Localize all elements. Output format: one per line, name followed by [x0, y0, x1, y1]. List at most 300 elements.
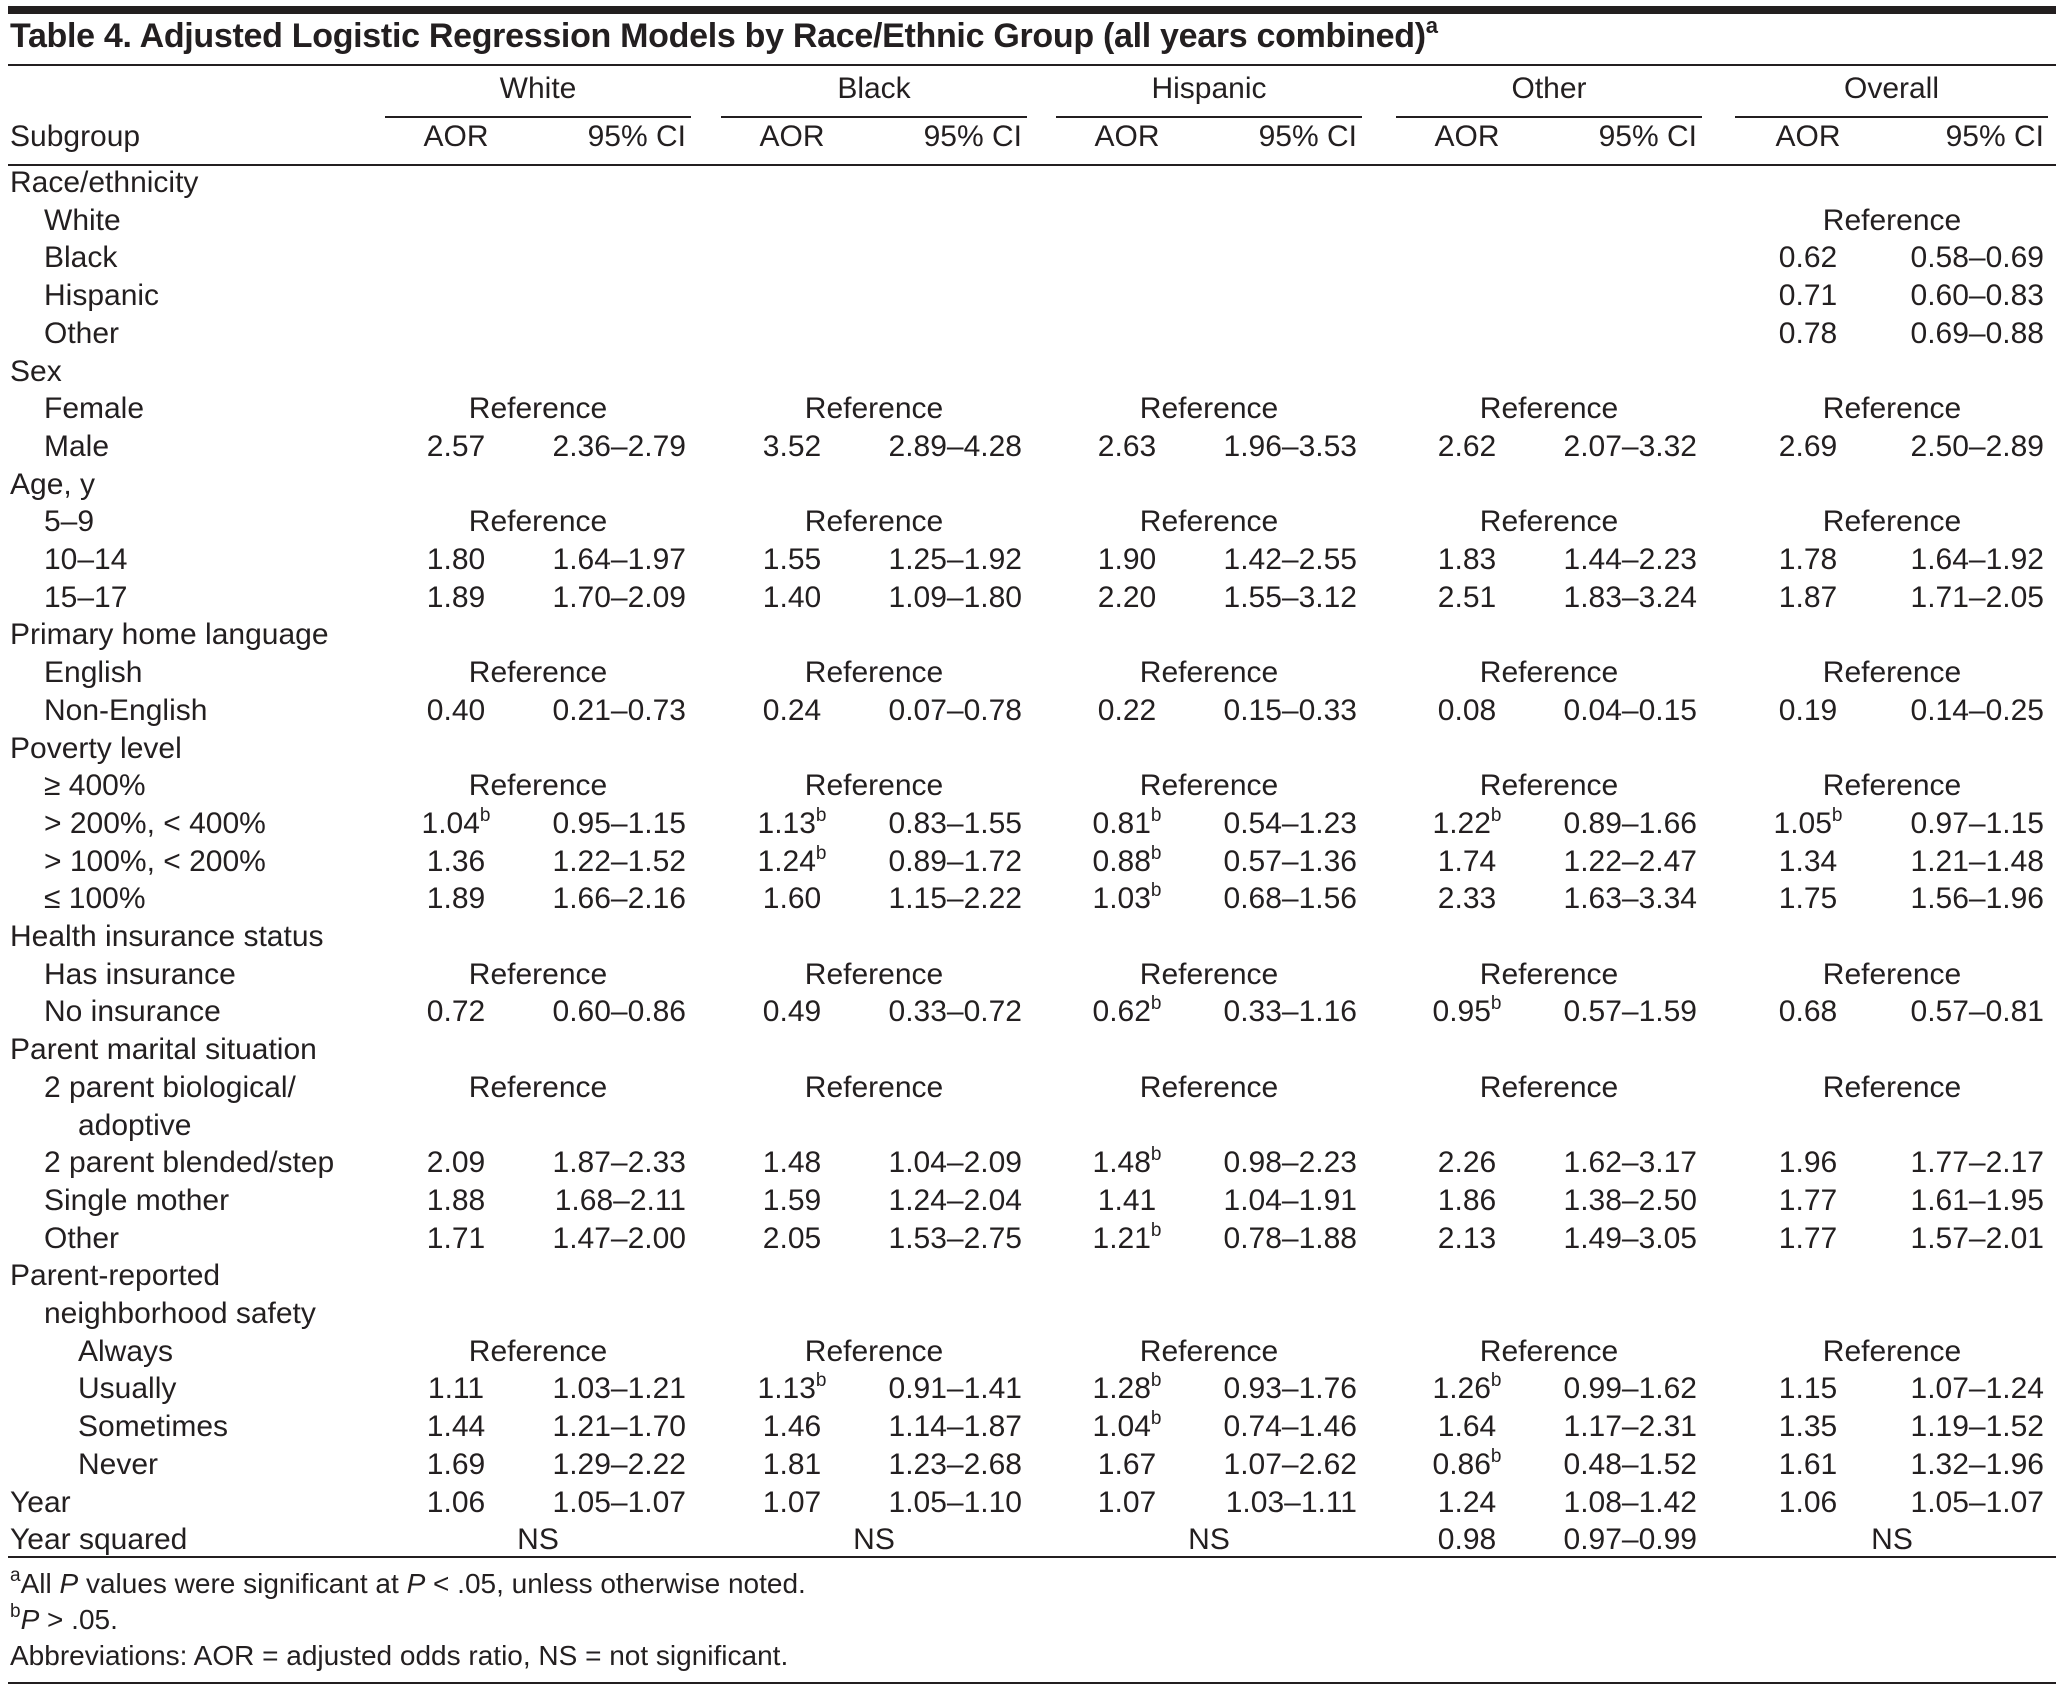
aor-value: 0.62 [1778, 241, 1838, 275]
aor-value: 1.86 [1437, 1183, 1497, 1217]
aor-value: 0.88 [1092, 844, 1151, 878]
table-row [0, 428, 2058, 466]
aor-value: 0.81 [1092, 806, 1151, 840]
aor-cell-black [742, 842, 842, 879]
aor-value: 1.71 [426, 1221, 486, 1255]
aor-cell-hispanic [1077, 1184, 1177, 1218]
ci-cell-hispanic: 0.57–1.36 [1223, 844, 1357, 878]
aor-cell-overall [1758, 1372, 1858, 1406]
ci-cell-overall: 0.60–0.83 [1910, 279, 2044, 313]
significance-marker: b [1150, 842, 1162, 864]
reference-cell-white: Reference [468, 505, 608, 539]
reference-cell-overall: Reference [1822, 769, 1962, 803]
table-row [0, 202, 2058, 240]
table-row [0, 918, 2058, 956]
aor-header-overall: AOR [1775, 120, 1841, 153]
aor-header-white: AOR [423, 120, 489, 153]
aor-cell-hispanic [1077, 1448, 1177, 1482]
table-row [0, 1521, 2058, 1559]
ci-cell-other: 0.04–0.15 [1563, 693, 1697, 727]
table-row [0, 503, 2058, 541]
ci-cell-white: 1.22–1.52 [552, 844, 686, 878]
row-label: Single mother [44, 1183, 230, 1217]
aor-cell-white [406, 882, 506, 916]
reference-cell-hispanic: Reference [1139, 392, 1279, 426]
aor-value: 1.04 [1092, 1410, 1151, 1444]
aor-value: 1.24 [757, 844, 816, 878]
ci-cell-overall: 1.19–1.52 [1910, 1410, 2044, 1444]
table-row [0, 579, 2058, 617]
row-label: 2 parent biological/ [44, 1070, 296, 1104]
aor-cell-black [742, 1184, 842, 1218]
table-row [0, 1408, 2058, 1446]
significance-marker: b [1490, 804, 1502, 826]
ci-cell-black: 1.25–1.92 [888, 543, 1022, 576]
table-row [0, 805, 2058, 843]
aor-cell-other [1417, 1445, 1517, 1482]
ci-cell-black: 0.89–1.72 [888, 844, 1022, 878]
aor-cell-other [1417, 1486, 1517, 1520]
aor-value: 1.83 [1437, 543, 1497, 576]
footnote-a-text: All [20, 1568, 60, 1599]
aor-value: 2.33 [1437, 882, 1497, 916]
aor-cell-overall [1758, 1222, 1858, 1256]
aor-cell-overall [1758, 845, 1858, 879]
table-row [0, 1069, 2058, 1107]
ci-cell-black: 0.07–0.78 [888, 693, 1022, 727]
row-label: English [44, 656, 143, 690]
table-row [0, 164, 2058, 202]
row-label: No insurance [44, 995, 221, 1029]
title-rule [8, 64, 2056, 66]
row-label: Year [10, 1485, 71, 1519]
table-row [0, 616, 2058, 654]
aor-value: 1.89 [426, 882, 486, 916]
ci-cell-black: 1.14–1.87 [888, 1410, 1022, 1444]
aor-value: 2.09 [426, 1146, 486, 1180]
row-label: Male [44, 429, 110, 463]
aor-value: 1.60 [762, 882, 822, 916]
aor-cell-white [406, 1146, 506, 1180]
aor-value: 0.40 [426, 693, 486, 727]
group-rule-overall [1735, 116, 2048, 118]
footnote-a-p: P [59, 1568, 79, 1599]
reference-cell-white: Reference [468, 392, 608, 426]
ci-header-hispanic: 95% CI [1258, 120, 1357, 153]
aor-value: 1.90 [1097, 543, 1157, 576]
table-row [0, 993, 2058, 1031]
row-label: Never [78, 1447, 159, 1481]
ci-cell-hispanic: 1.03–1.11 [1225, 1485, 1357, 1519]
table-row [0, 1257, 2058, 1295]
reference-cell-overall: Reference [1822, 957, 1962, 991]
aor-cell-other [1417, 1372, 1517, 1406]
aor-value: 1.40 [762, 580, 822, 614]
ci-cell-overall: 1.56–1.96 [1910, 882, 2044, 916]
ci-cell-black: 1.24–2.04 [888, 1183, 1022, 1217]
aor-cell-overall [1758, 279, 1858, 313]
aor-cell-white [406, 694, 506, 728]
row-label: Always [78, 1334, 174, 1368]
row-label: Age, y [10, 467, 96, 501]
aor-value: 0.24 [762, 693, 822, 727]
reference-cell-black: Reference [804, 505, 944, 539]
table-row [0, 541, 2058, 579]
group-rule-other [1396, 116, 1702, 118]
reference-cell-white: NS [517, 1523, 559, 1557]
row-label: Has insurance [44, 957, 236, 991]
aor-cell-white [406, 1184, 506, 1218]
aor-value: 1.11 [427, 1372, 485, 1406]
aor-cell-white [406, 543, 506, 577]
reference-cell-white: Reference [468, 1070, 608, 1104]
aor-cell-overall [1758, 581, 1858, 615]
aor-cell-white [406, 804, 506, 841]
ci-cell-hispanic: 0.33–1.16 [1223, 995, 1357, 1029]
aor-value: 1.03 [1092, 882, 1151, 916]
footnote-a-p2: P [406, 1568, 426, 1599]
ci-cell-white: 1.21–1.70 [552, 1410, 686, 1444]
reference-cell-other: Reference [1479, 1334, 1619, 1368]
aor-cell-hispanic [1077, 1219, 1177, 1256]
ci-cell-other: 0.48–1.52 [1563, 1447, 1697, 1481]
reference-cell-black: Reference [804, 957, 944, 991]
aor-cell-other [1417, 1523, 1517, 1557]
ci-cell-overall: 0.58–0.69 [1910, 241, 2044, 275]
table-row [0, 1370, 2058, 1408]
reference-cell-hispanic: Reference [1139, 1070, 1279, 1104]
aor-cell-hispanic [1077, 543, 1177, 577]
aor-cell-other [1417, 1146, 1517, 1180]
row-label: Parent marital situation [10, 1033, 317, 1067]
table-row [0, 390, 2058, 428]
aor-cell-hispanic [1077, 1372, 1177, 1406]
row-label: Non-English [44, 693, 208, 727]
ci-header-white: 95% CI [587, 120, 686, 153]
aor-value: 1.13 [757, 1372, 816, 1406]
aor-value: 1.24 [1437, 1485, 1497, 1519]
row-label: ≤ 100% [44, 882, 146, 916]
reference-cell-white: Reference [468, 957, 608, 991]
group-header-black: Black [837, 72, 911, 105]
significance-marker: b [1150, 1144, 1162, 1166]
aor-cell-overall [1758, 1184, 1858, 1218]
row-label: Race/ethnicity [10, 166, 199, 199]
ci-cell-other: 0.89–1.66 [1563, 806, 1697, 840]
aor-value: 2.26 [1437, 1146, 1497, 1180]
table-row [0, 956, 2058, 994]
aor-cell-overall [1758, 694, 1858, 728]
top-rule [8, 6, 2056, 14]
aor-cell-black [742, 1146, 842, 1180]
ci-cell-white: 1.68–2.11 [554, 1183, 686, 1217]
row-label: Sex [10, 354, 62, 388]
aor-cell-other [1417, 882, 1517, 916]
reference-cell-other: Reference [1479, 392, 1619, 426]
table-title-text: Table 4. Adjusted Logistic Regression Models by Race/Ethnic Group (all years combined) [10, 17, 1426, 55]
ci-cell-hispanic: 0.68–1.56 [1223, 882, 1357, 916]
ci-cell-hispanic: 1.55–3.12 [1223, 580, 1357, 614]
aor-cell-overall [1758, 317, 1858, 351]
aor-value: 0.98 [1437, 1523, 1497, 1557]
ci-cell-other: 1.49–3.05 [1563, 1221, 1697, 1255]
ci-cell-other: 0.97–0.99 [1563, 1523, 1697, 1557]
footnote-a-text-mid: values were significant at [78, 1568, 407, 1599]
aor-cell-overall [1758, 882, 1858, 916]
group-header-overall: Overall [1843, 72, 1940, 105]
ci-cell-other: 0.99–1.62 [1563, 1372, 1697, 1406]
ci-cell-overall: 0.57–0.81 [1910, 995, 2044, 1029]
ci-cell-overall: 0.14–0.25 [1910, 693, 2044, 727]
significance-marker: b [1831, 804, 1843, 826]
ci-cell-hispanic: 0.78–1.88 [1223, 1221, 1357, 1255]
significance-marker: b [815, 842, 827, 864]
ci-cell-other: 1.08–1.42 [1563, 1485, 1697, 1519]
reference-cell-overall: Reference [1822, 505, 1962, 539]
aor-cell-black [742, 882, 842, 916]
subgroup-header: Subgroup [10, 120, 141, 153]
aor-cell-white [406, 430, 506, 464]
aor-value: 1.36 [426, 844, 486, 878]
ci-cell-white: 1.03–1.21 [552, 1372, 686, 1406]
ci-cell-white: 0.21–0.73 [552, 693, 686, 727]
aor-value: 1.77 [1778, 1221, 1838, 1255]
footnote-a [10, 1565, 806, 1600]
aor-cell-other [1417, 1222, 1517, 1256]
aor-cell-other [1417, 845, 1517, 879]
reference-cell-hispanic: Reference [1139, 505, 1279, 539]
footer-rule [8, 1682, 2056, 1684]
ci-cell-white: 1.29–2.22 [552, 1447, 686, 1481]
ci-cell-hispanic: 1.07–2.62 [1223, 1447, 1357, 1481]
table-row [0, 1144, 2058, 1182]
ci-cell-white: 1.05–1.07 [552, 1485, 686, 1519]
significance-marker: b [1490, 993, 1502, 1015]
ci-cell-overall: 1.32–1.96 [1910, 1447, 2044, 1481]
aor-cell-overall [1758, 430, 1858, 464]
reference-cell-overall: NS [1871, 1523, 1913, 1557]
significance-marker: b [1150, 1219, 1162, 1241]
reference-cell-black: NS [853, 1523, 895, 1557]
aor-value: 1.26 [1432, 1372, 1491, 1406]
aor-cell-hispanic [1077, 430, 1177, 464]
significance-marker: b [815, 1370, 827, 1392]
aor-cell-white [406, 845, 506, 879]
table-row [0, 239, 2058, 277]
aor-cell-overall [1758, 543, 1858, 577]
aor-value: 2.51 [1437, 580, 1497, 614]
aor-cell-white [406, 1222, 506, 1256]
ci-cell-other: 1.44–2.23 [1563, 543, 1697, 576]
reference-cell-hispanic: Reference [1139, 769, 1279, 803]
aor-cell-white [406, 581, 506, 615]
aor-value: 1.48 [762, 1146, 822, 1180]
aor-value: 1.88 [426, 1183, 486, 1217]
aor-cell-black [742, 804, 842, 841]
ci-cell-other: 1.83–3.24 [1563, 580, 1697, 614]
aor-value: 1.41 [1097, 1183, 1157, 1217]
aor-value: 1.80 [426, 543, 486, 576]
table-bottom-rule [8, 1556, 2056, 1558]
significance-marker: b [815, 804, 827, 826]
aor-cell-black [742, 543, 842, 577]
reference-cell-other: Reference [1479, 1070, 1619, 1104]
group-header-hispanic: Hispanic [1151, 72, 1267, 105]
aor-cell-black [742, 1448, 842, 1482]
reference-cell-other: Reference [1479, 769, 1619, 803]
table-row [0, 1107, 2058, 1145]
row-label: Primary home language [10, 618, 329, 652]
ci-cell-white: 0.60–0.86 [552, 995, 686, 1029]
aor-cell-other [1417, 1410, 1517, 1444]
aor-cell-overall [1758, 1410, 1858, 1444]
ci-cell-hispanic: 0.74–1.46 [1223, 1410, 1357, 1444]
table-row [0, 1295, 2058, 1333]
ci-cell-overall: 0.97–1.15 [1910, 806, 2044, 840]
table-row [0, 654, 2058, 692]
ci-cell-other: 1.62–3.17 [1563, 1146, 1697, 1180]
ci-header-overall: 95% CI [1945, 120, 2044, 153]
ci-cell-hispanic: 0.54–1.23 [1223, 806, 1357, 840]
aor-value: 0.22 [1097, 693, 1157, 727]
row-label: White [44, 203, 121, 237]
aor-cell-hispanic [1077, 842, 1177, 879]
table-row [0, 466, 2058, 504]
aor-cell-hispanic [1077, 1410, 1177, 1444]
ci-cell-overall: 1.61–1.95 [1910, 1183, 2044, 1217]
footnote-b-p: P [20, 1604, 40, 1635]
ci-cell-hispanic: 1.96–3.53 [1223, 429, 1357, 463]
row-label: 10–14 [44, 543, 128, 576]
aor-value: 2.69 [1778, 429, 1838, 463]
aor-cell-overall [1758, 804, 1858, 841]
reference-cell-black: Reference [804, 656, 944, 690]
footnote-b-marker: b [10, 1601, 21, 1622]
ci-cell-white: 0.95–1.15 [552, 806, 686, 840]
aor-value: 0.68 [1778, 995, 1838, 1029]
row-label: neighborhood safety [44, 1297, 316, 1330]
ci-cell-hispanic: 1.42–2.55 [1223, 543, 1357, 576]
ci-cell-white: 1.47–2.00 [552, 1221, 686, 1255]
aor-value: 2.20 [1097, 580, 1157, 614]
table-row [0, 730, 2058, 768]
row-label: Health insurance status [10, 920, 324, 953]
aor-cell-black [742, 694, 842, 728]
table-row [0, 767, 2058, 805]
significance-marker: b [1150, 993, 1162, 1015]
aor-value: 0.19 [1778, 693, 1838, 727]
ci-cell-black: 1.09–1.80 [888, 580, 1022, 614]
aor-value: 1.87 [1778, 580, 1838, 614]
group-rule-hispanic [1056, 116, 1362, 118]
reference-cell-hispanic: Reference [1139, 1334, 1279, 1368]
aor-value: 1.64 [1437, 1410, 1497, 1444]
significance-marker: b [1490, 1370, 1502, 1392]
aor-cell-hispanic [1077, 1146, 1177, 1180]
ci-cell-overall: 1.07–1.24 [1910, 1372, 2044, 1406]
reference-cell-black: Reference [804, 769, 944, 803]
ci-cell-white: 1.64–1.97 [552, 543, 686, 576]
significance-marker: b [1150, 804, 1162, 826]
aor-value: 1.06 [1778, 1485, 1838, 1519]
ci-cell-black: 2.89–4.28 [888, 429, 1022, 463]
reference-cell-overall: Reference [1822, 392, 1962, 426]
ci-cell-overall: 0.69–0.88 [1910, 316, 2044, 350]
ci-cell-other: 2.07–3.32 [1563, 429, 1697, 463]
aor-cell-white [406, 1448, 506, 1482]
reference-cell-hispanic: NS [1188, 1523, 1230, 1557]
reference-cell-black: Reference [804, 1334, 944, 1368]
reference-cell-other: Reference [1479, 656, 1619, 690]
ci-cell-hispanic: 1.04–1.91 [1223, 1183, 1357, 1217]
ci-header-other: 95% CI [1598, 120, 1697, 153]
aor-value: 0.08 [1437, 693, 1497, 727]
reference-cell-overall: Reference [1822, 656, 1962, 690]
ci-cell-other: 1.63–3.34 [1563, 882, 1697, 916]
aor-value: 0.62 [1092, 995, 1151, 1029]
aor-value: 1.34 [1778, 844, 1838, 878]
aor-value: 1.77 [1778, 1183, 1838, 1217]
aor-cell-black [742, 1372, 842, 1406]
aor-value: 1.05 [1773, 806, 1832, 840]
aor-value: 2.05 [762, 1221, 822, 1255]
table-row [0, 843, 2058, 881]
aor-value: 0.86 [1432, 1447, 1491, 1481]
aor-cell-hispanic [1077, 804, 1177, 841]
ci-header-black: 95% CI [923, 120, 1022, 153]
aor-value: 1.04 [421, 806, 480, 840]
ci-cell-white: 1.87–2.33 [552, 1146, 686, 1180]
ci-cell-black: 0.91–1.41 [888, 1372, 1022, 1406]
aor-value: 1.35 [1778, 1410, 1838, 1444]
row-label: Year squared [10, 1523, 188, 1557]
aor-cell-hispanic [1077, 694, 1177, 728]
ci-cell-black: 1.04–2.09 [888, 1146, 1022, 1180]
footnote-b-text: > .05. [39, 1604, 118, 1635]
aor-cell-white [406, 1372, 506, 1406]
aor-header-black: AOR [759, 120, 825, 153]
row-label: Other [44, 1221, 120, 1255]
aor-value: 1.78 [1778, 543, 1838, 576]
group-rule-white [385, 116, 691, 118]
table-row [0, 315, 2058, 353]
aor-value: 1.48 [1092, 1146, 1151, 1180]
aor-cell-black [742, 581, 842, 615]
table-row [0, 353, 2058, 391]
aor-value: 1.28 [1092, 1372, 1151, 1406]
ci-cell-black: 1.23–2.68 [888, 1447, 1022, 1481]
aor-value: 1.13 [757, 806, 816, 840]
table-row [0, 1031, 2058, 1069]
aor-cell-white [406, 1410, 506, 1444]
aor-value: 0.49 [762, 995, 822, 1029]
aor-value: 2.57 [426, 429, 486, 463]
aor-cell-white [406, 1486, 506, 1520]
table-row [0, 1333, 2058, 1371]
aor-value: 1.55 [762, 543, 822, 576]
row-label: Hispanic [44, 279, 160, 313]
ci-cell-hispanic: 0.15–0.33 [1223, 693, 1357, 727]
significance-marker: b [1150, 1408, 1162, 1430]
table-title [10, 13, 1438, 56]
significance-marker: b [1490, 1445, 1502, 1467]
aor-value: 0.95 [1432, 995, 1491, 1029]
row-label: Poverty level [10, 731, 182, 765]
significance-marker: b [1150, 880, 1162, 902]
aor-cell-black [742, 995, 842, 1029]
aor-value: 1.75 [1778, 882, 1838, 916]
aor-cell-overall [1758, 241, 1858, 275]
